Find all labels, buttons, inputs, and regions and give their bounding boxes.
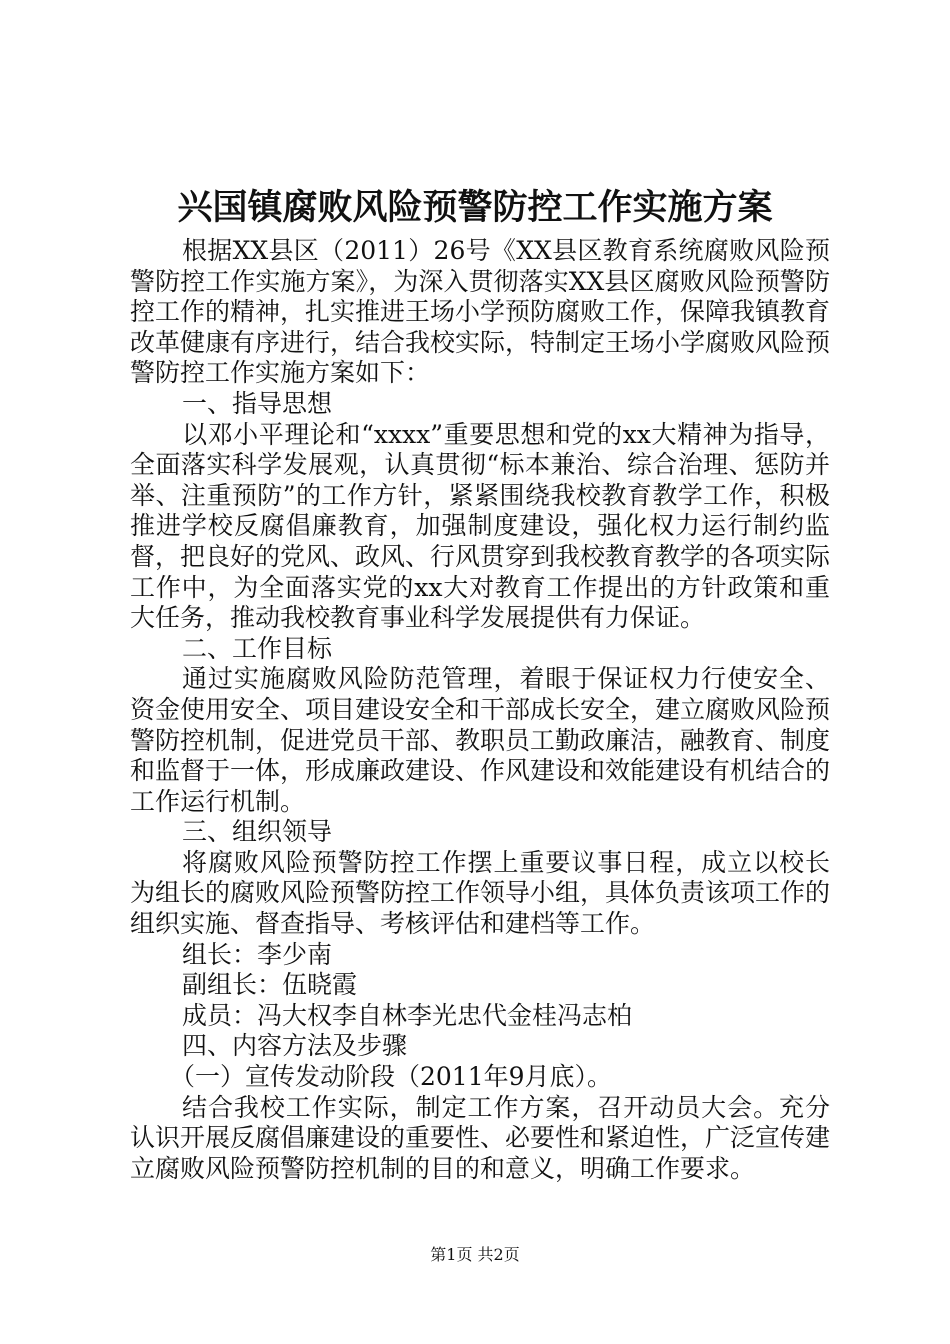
document-title: 兴国镇腐败风险预警防控工作实施方案	[177, 187, 773, 228]
section-heading-work-goals: 二、工作目标	[182, 633, 333, 663]
guiding-ideology-paragraph: 以邓小平理论和“xxxx”重要思想和党的xx大精神为指导，全面落实科学发展观，认真贯彻“标本兼治、综合治理、惩防并举、注重预防”的工作方针，紧紧围绕我校教育教学工作，积极推进学校反腐倡廉教育，加强制度建设，强化权力运行制约监督，把良好的党风、政风、行风贯穿到我校教育教学的各项实际工作中，为全面落实党的xx大对教育工作提出的方针政策和重大任务，推动我校教育事业科学发展提供有力保证。	[130, 419, 831, 633]
section-heading-content-methods: 四、内容方法及步骤	[182, 1031, 408, 1061]
group-leader-line: 组长：李少南	[182, 939, 333, 969]
members-line: 成员：冯大权李自林李光忠代金桂冯志柏	[182, 1000, 633, 1030]
section-heading-guiding-ideology: 一、指导思想	[182, 388, 333, 418]
section-heading-organization: 三、组织领导	[182, 817, 333, 847]
deputy-leader-line: 副组长：伍晓霞	[182, 970, 358, 1000]
publicity-paragraph: 结合我校工作实际，制定工作方案，召开动员大会。充分认识开展反腐倡廉建设的重要性、必要性和紧迫性，广泛宣传建立腐败风险预警防控机制的目的和意义，明确工作要求。	[130, 1092, 831, 1183]
document-body	[130, 236, 830, 1184]
organization-paragraph: 将腐败风险预警防控工作摆上重要议事日程，成立以校长为组长的腐败风险预警防控工作领导小组，具体负责该项工作的组织实施、督查指导、考核评估和建档等工作。	[130, 847, 831, 939]
intro-paragraph: 根据XX县区（2011）26号《XX县区教育系统腐败风险预警防控工作实施方案》，为深入贯彻落实XX县区腐败风险预警防控工作的精神，扎实推进王场小学预防腐败工作，保障我镇教育改革健康有序进行，结合我校实际，特制定王场小学腐败风险预警防控工作实施方案如下：	[130, 236, 831, 388]
work-goals-paragraph: 通过实施腐败风险防范管理，着眼于保证权力行使安全、资金使用安全、项目建设安全和干部成长安全，建立腐败风险预警防控机制，促进党员干部、教职员工勤政廉洁，融教育、制度和监督于一体，形成廉政建设、作风建设和效能建设有机结合的工作运行机制。	[130, 664, 831, 816]
subsection-heading-publicity: （一）宣传发动阶段（2011年9月底）。	[170, 1062, 613, 1092]
page-number-footer: 第1页 共2页	[430, 1245, 520, 1264]
